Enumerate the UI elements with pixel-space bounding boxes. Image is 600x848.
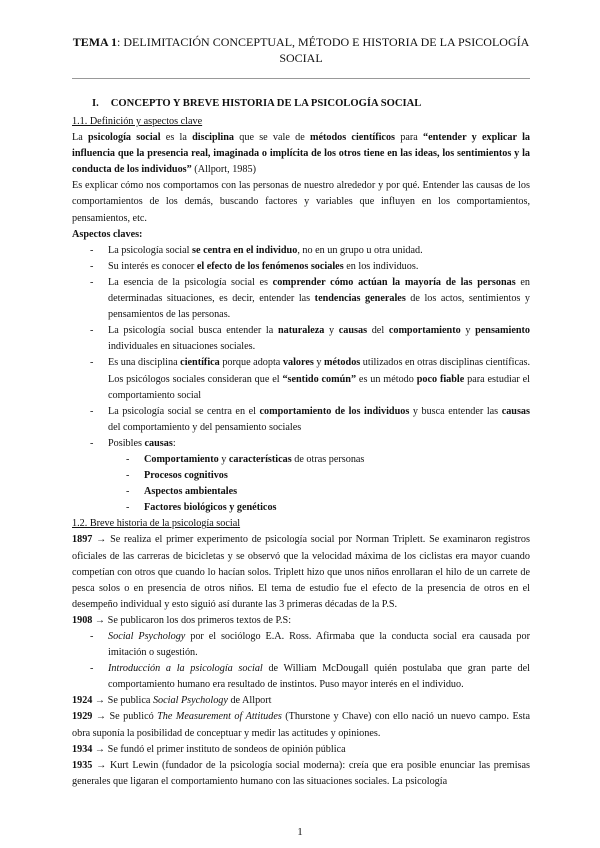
year: 1908 [72, 614, 93, 626]
bold-quote: “entender y explicar la influencia que la presencia real, imaginada o implícita de los otros tiene en las ideas, los sentimientos y la conducta de los individuos” [72, 132, 531, 176]
aspects-list [72, 243, 530, 517]
explanation-paragraph: Es explicar cómo nos comportamos con las personas de nuestro alrededor y por qué. Entender las causas de los comportamientos de los demás, buscando factores y variables que influyen en los comportamientos, pensamientos, etc. [72, 180, 530, 224]
document-title [72, 34, 530, 66]
text: que se vale de [234, 132, 310, 144]
timeline-1897: 1897 → Se realiza el primer experimento de psicología social por Norman Triplett. Se examinaron registros oficiales de las carreras de bicicletas y se observó que la velocidad máxima de los ciclistas era mayor cuando competían con otros que cuando lo hacían solos. Triplett hizo que unos niños enrollaran el hilo de un carrete de pesca solos o en presencia de otros niños. El tema de estudio fue el efecto de la presencia de otros en el desempeño individual y esto siguió así durante las 3 primeras décadas de la P.S. [72, 534, 530, 610]
cause-item: - Aspectos ambientales [72, 484, 530, 500]
timeline-1908: 1908 → Se publicaron los dos primeros textos de P.S: [72, 614, 292, 626]
definition-paragraph [72, 130, 530, 178]
cause-item: - Factores biológicos y genéticos [72, 500, 530, 516]
citation: (Allport, 1985) [191, 164, 256, 176]
section-title: CONCEPTO Y BREVE HISTORIA DE LA PSICOLOGÍA SOCIAL [110, 98, 422, 109]
list-item: - La psicología social se centra en el comportamiento de los individuos y busca entender las causas del comportamiento y del pensamiento sociales [72, 404, 530, 436]
list-item: - La psicología social busca entender la naturaleza y causas del comportamiento y pensamiento individuales en situaciones sociales. [72, 323, 530, 355]
list-item: - La psicología social se centra en el individuo, no en un grupo u otra unidad. [72, 243, 530, 259]
cause-item: - Procesos cognitivos [72, 468, 530, 484]
year: 1935 [72, 759, 93, 771]
title-divider [72, 78, 530, 79]
year: 1934 [72, 743, 93, 755]
texts-1908-list [72, 629, 530, 693]
text: para [395, 132, 424, 144]
cause-item: - Comportamiento y características de otras personas [72, 452, 530, 468]
aspects-label: Aspectos claves: [72, 228, 143, 240]
text: es la [160, 132, 193, 144]
timeline-1924: 1924 → Se publica Social Psychology de Allport [72, 695, 272, 707]
title-rest: : DELIMITACIÓN CONCEPTUAL, MÉTODO E HISTORIA DE LA PSICOLOGÍA SOCIAL [117, 35, 530, 65]
year: 1897 [72, 534, 93, 546]
year: 1929 [72, 711, 93, 723]
list-item: - Su interés es conocer el efecto de los fenómenos sociales en los individuos. [72, 259, 530, 275]
list-item: - Introducción a la psicología social de William McDougall quién postulaba que gran parte del comportamiento humano era resultado de instintos. Puso mayor interés en el individuo. [72, 661, 530, 693]
section-number: I. [92, 98, 99, 109]
subsection-heading-1-2: 1.2. Breve historia de la psicología social [72, 518, 241, 530]
list-item: - La esencia de la psicología social es comprender cómo actúan la mayoría de las personas en determinadas situaciones, es decir, entender las tendencias generales de los actos, sentimientos y pensamientos de las personas. [72, 275, 530, 323]
timeline-1929: 1929 → Se publicó The Measurement of Attitudes (Thurstone y Chave) con ello nació un nuevo campo. Esta obra suponía la posibilidad de conceptuar y medir las actitudes y opiniones. [72, 711, 530, 739]
bold-term: métodos científicos [309, 132, 396, 144]
timeline-1935: 1935 → Kurt Lewin (fundador de la psicología social moderna): creía que era posible enunciar las premisas generales que ligaran el comportamiento humano con las situaciones sociales. La psicología [72, 759, 530, 787]
subsection-heading-1-1: 1.1. Definición y aspectos clave [72, 116, 203, 127]
timeline-1934: 1934 → Se fundó el primer instituto de sondeos de opinión pública [72, 743, 346, 755]
page-number: 1 [297, 826, 303, 838]
year: 1924 [72, 695, 93, 707]
list-item: - Social Psychology por el sociólogo E.A. Ross. Afirmaba que la conducta social era causada por imitación o sugestión. [72, 629, 530, 661]
text: La [72, 132, 88, 144]
document-body [72, 114, 530, 790]
section-heading [92, 98, 421, 109]
list-item: - Es una disciplina científica porque adopta valores y métodos utilizados en otras disciplinas científicas. Los psicólogos sociales consideran que el “sentido común” es un método poco fiable para estudiar el comportamiento social [72, 355, 530, 403]
causes-list [72, 452, 530, 516]
bold-term: psicología social [87, 132, 161, 144]
list-item: - Posibles causas: - Comportamiento y características de otras personas - Procesos cognitivos - Aspectos ambientales - Factores biológicos y genéticos [72, 436, 530, 516]
bold-term: disciplina [192, 132, 235, 144]
title-bold: TEMA 1 [72, 35, 118, 49]
